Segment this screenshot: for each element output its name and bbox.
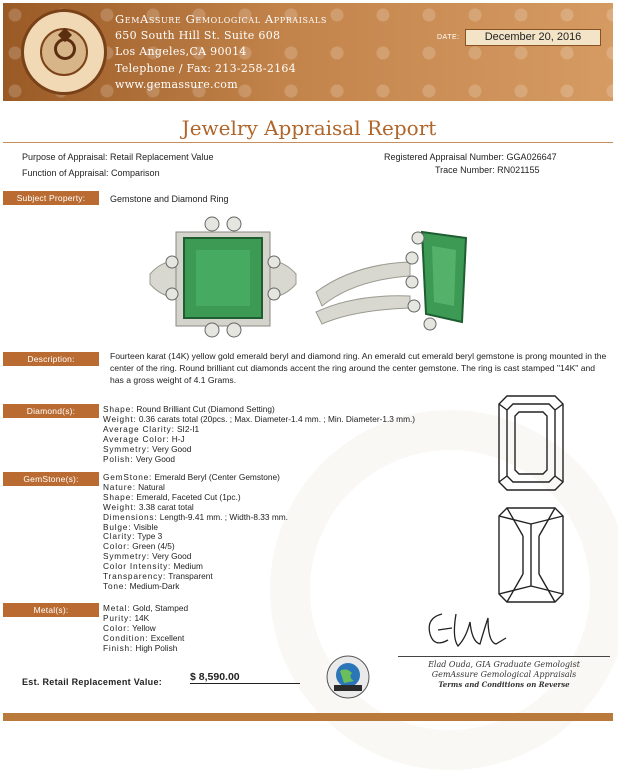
trace-number: Trace Number: RN021155 (435, 165, 540, 175)
detail-row: Clarity: Type 3 (103, 531, 163, 542)
company-address-line2: Los Angeles,CA 90014 (115, 45, 247, 58)
detail-row: Weight: 0.36 carats total (20pcs. ; Max. Diameter-1.4 mm. ; Min. Diameter-1.3 mm.) (103, 413, 416, 424)
detail-row: Finish: High Polish (103, 642, 178, 653)
description-label: Description: (3, 352, 99, 366)
emerald-cut-top-diagram (497, 394, 565, 492)
detail-row: Average Clarity: SI2-I1 (103, 423, 200, 434)
function-of-appraisal: Function of Appraisal: Comparison (22, 168, 160, 178)
appraiser-org: GemAssure Gemological Appraisals (431, 670, 577, 679)
ring-photo-side-view (314, 214, 470, 342)
terms-note: Terms and Conditions on Reverse (438, 680, 570, 689)
report-title: Jewelry Appraisal Report (181, 116, 437, 140)
detail-row: Average Color: H-J (103, 433, 185, 444)
detail-row: Purity: 14K (103, 612, 150, 623)
diamonds-label: Diamond(s): (3, 404, 99, 418)
title-divider (3, 142, 613, 143)
detail-row: Dimensions: Length-9.41 mm. ; Width-8.33 mm. (103, 511, 288, 522)
detail-row: Metal: Gold, Stamped (103, 603, 189, 613)
retail-value-amount: $ 8,590.00 (190, 671, 300, 684)
gemstones-label: GemStone(s): (3, 472, 99, 486)
subject-property-label: Subject Property: (3, 191, 99, 205)
detail-row: Polish: Very Good (103, 453, 176, 464)
gemstones-details (103, 473, 288, 592)
detail-row: Symmetry: Very Good (103, 443, 192, 454)
company-info (115, 11, 327, 94)
detail-row: GemStone: Emerald Beryl (Center Gemstone) (103, 472, 280, 482)
appraiser-name: Elad Ouda, GIA Graduate Gemologist (428, 660, 580, 669)
detail-row: Color: Yellow (103, 622, 156, 633)
date-label: DATE: (437, 34, 460, 41)
footer-bar (3, 713, 613, 721)
letterhead (3, 3, 613, 101)
detail-row: Transparency: Transparent (103, 571, 213, 582)
detail-row: Weight: 3.38 carat total (103, 501, 194, 512)
company-seal-logo (21, 9, 107, 95)
description-text: Fourteen karat (14K) yellow gold emerald beryl and diamond ring. An emerald cut emerald beryl gemstone is prong mounted in the center of the ring. Round brilliant cut diamonds accent the ring around the center gemstone. The ring is cast stamped "14K" and has a gross weight of 4.1 Grams. (110, 351, 607, 385)
company-phone: Telephone / Fax: 213-258-2164 (115, 61, 297, 75)
appraiser-signature (422, 608, 508, 652)
retail-value-label: Est. Retail Replacement Value: (22, 677, 163, 687)
ring-photo-top-view (148, 214, 298, 342)
signature-line (398, 656, 610, 657)
detail-row: Shape: Round Brilliant Cut (Diamond Setting) (103, 404, 275, 414)
registered-appraisal-number: Registered Appraisal Number: GGA026647 (384, 152, 557, 162)
subject-property-value: Gemstone and Diamond Ring (110, 194, 229, 204)
metal-label: Metal(s): (3, 603, 99, 617)
gemassure-globe-logo (326, 655, 370, 699)
detail-row: Tone: Medium-Dark (103, 580, 180, 591)
company-website: www.gemassure.com (115, 78, 238, 91)
detail-row: Condition: Excellent (103, 632, 185, 643)
detail-row: Color Intensity: Medium (103, 561, 203, 572)
report-date: December 20, 2016 (465, 29, 601, 46)
detail-row: Color: Green (4/5) (103, 541, 175, 552)
company-address-line1: 650 South Hill St. Suite 608 (115, 28, 281, 42)
company-name: GemAssure Gemological Appraisals (115, 12, 327, 26)
diamonds-details (103, 405, 415, 464)
purpose-of-appraisal: Purpose of Appraisal: Retail Replacement Value (22, 152, 214, 162)
detail-row: Shape: Emerald, Faceted Cut (1pc.) (103, 491, 241, 502)
detail-row: Bulge: Visible (103, 521, 158, 532)
emerald-cut-pavilion-diagram (497, 506, 565, 604)
detail-row: Symmetry: Very Good (103, 551, 192, 562)
detail-row: Nature: Natural (103, 481, 165, 492)
metal-details (103, 604, 188, 654)
